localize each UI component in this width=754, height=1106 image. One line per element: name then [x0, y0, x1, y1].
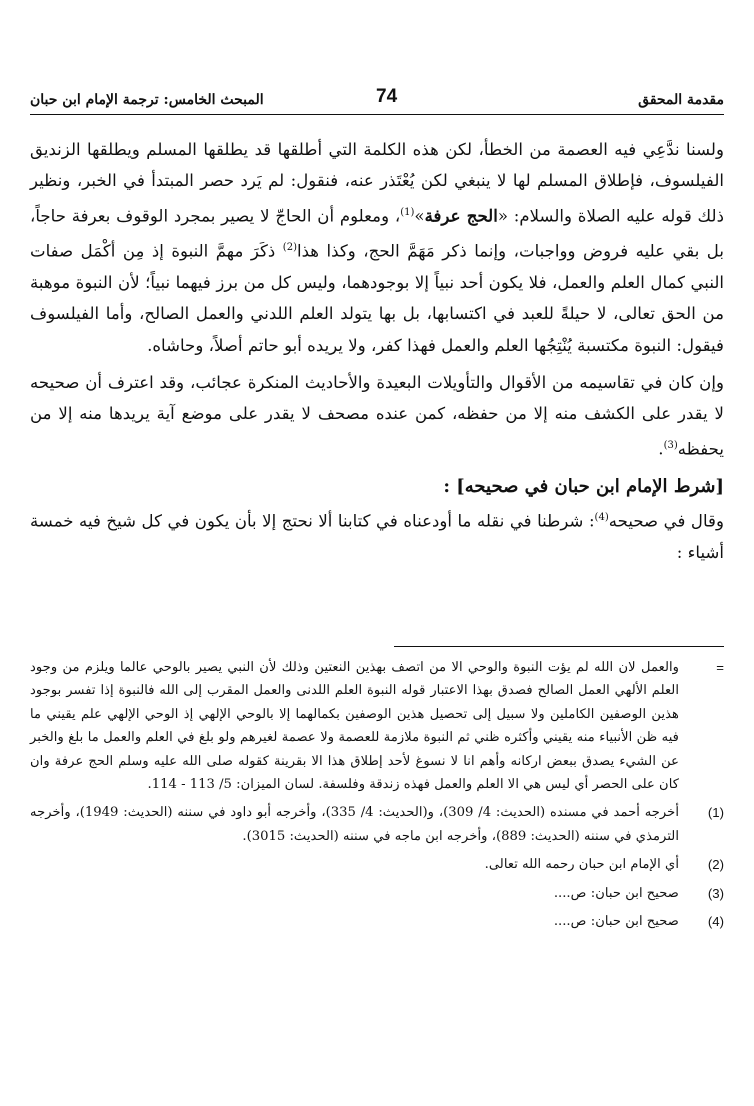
footnote-2 — [30, 853, 724, 876]
footnote-text: صحيح ابن حبان: ص.... — [553, 914, 679, 930]
paragraph-3-text: وقال في صحيحه — [608, 511, 724, 531]
footnote-text: أي الإمام ابن حبان رحمه الله تعالى. — [484, 857, 679, 873]
page-number: 74 — [376, 86, 398, 107]
footnote-ref-4[interactable]: (4) — [594, 512, 609, 524]
paragraph-1-text: ولسنا ندَّعِي فيه العصمة من الخطأ، لكن هذه الكلمة التي أطلقها قد يطلقها المسلم ويطلقها الزنديق الفيلسوف، فإطلاق المسلم لها لا ينبغي لكن يُعْتَذر عنه، فنقول: لم يَرد حصر المبتدأ في الخبر، ونظير ذلك قوله عليه الصلاة والسلام: « — [30, 140, 724, 226]
paragraph-1-text-cont: ، ومعلوم أن الحاجّ لا يصير بمجرد الوقوف بعرفة حاجاً، بل بقي عليه فروض وواجبات، وإنما ذكر مَهَمَّ الحج، وكذا هذا — [30, 206, 724, 261]
footnote-ref-2[interactable]: (2) — [282, 241, 297, 253]
paragraph-3 — [30, 502, 724, 568]
footnote-marker: = — [716, 660, 724, 675]
paragraph-1 — [30, 134, 724, 361]
footnotes — [30, 656, 724, 933]
header-left-title: المبحث الخامس: ترجمة الإمام ابن حبان — [30, 92, 264, 108]
footnote-marker: (2) — [707, 857, 724, 873]
footnote-divider — [394, 646, 724, 647]
quote-close: » — [414, 206, 425, 226]
footnote-4 — [30, 910, 724, 933]
paragraph-2 — [30, 367, 724, 465]
footnote-1 — [30, 801, 724, 848]
running-header — [30, 88, 724, 115]
hadith-quote: الحج عرفة — [424, 205, 498, 226]
footnote-3 — [30, 882, 724, 905]
header-right-title: مقدمة المحقق — [638, 92, 724, 108]
footnote-text: أخرجه أحمد في مسنده (الحديث: 4/ 309)، و(الحديث: 4/ 335)، وأخرجه أبو داود في سننه (الحديث: 1949)، وأخرجه الترمذي في سننه (الحديث: 889)، وأخرجه ابن ماجه في سننه (الحديث: 3015). — [30, 805, 680, 844]
paragraph-2-end: . — [658, 439, 664, 459]
main-text — [30, 134, 724, 568]
paragraph-1-text-end: ذكَرَ مهمَّ النبوة إذ مِن أكْمَل صفات النبي كمال العلم والعمل، فلا يكون أحد نبياً إلا بوجودهما، وليس كل من برز فيهما نبياً؛ لأن النبوة موهبة من الحق تعالى، لا حيلةً للعبد في اكتسابها، بل بها يتولد العلم اللدني والعمل الصالح، وأما الفيلسوف فيقول: النبوة مكتسبة يُنْتِجُها العلم والعمل فهذا كفر، ولا يريده أبو حاتم أصلاً، وحاشاه. — [30, 241, 724, 355]
footnote-ref-3[interactable]: (3) — [663, 439, 678, 451]
footnote-text: صحيح ابن حبان: ص.... — [553, 885, 679, 901]
paragraph-2-text: وإن كان في تقاسيمه من الأقوال والتأويلات البعيدة والأحاديث المنكرة عجائب، وقد اعترف أن صحيحه لا يقدر على الكشف منه إلا من حفظه، كمن عنده مصحف لا يقدر على موضع آية يريدها منه إلا من يحفظه — [30, 372, 725, 459]
footnote-marker: (1) — [707, 805, 724, 821]
footnote-marker: (3) — [707, 885, 724, 901]
footnote-ref-1[interactable]: (1) — [400, 206, 415, 218]
paragraph-3-text-end: : شرطنا في نقله ما أودعناه في كتابنا ألا نحتج إلا بأن يكون في كل شيخ فيه خمسة أشياء : — [30, 511, 724, 562]
footnote-text: والعمل لان الله لم يؤت النبوة والوحي الا من اتصف بهذين النعتين وذلك لأن النبي يصير بالوحي عالما ويلزم من وجود العلم الألهي العمل الصالح فصدق بهذا الاعتبار قوله النبوة العلم اللدنى والعمل المقرب إلى الله فالنبوة إذا تفسر بوجود هذين الوصفين الكاملين ولا سبيل إلى تحصيل هذين الوصفين بكمالهما إلا بالوحي الإلهي إذ الوحي الإلهي علم يقيني ما فيه ظن الأنبياء منه يقيني وأكثره ظني ثم النبوة ملازمة للعصمة ولا عصمة لغيرهم ولو بلغ في العلم والعمل ما بلغ والخبر عن الشيء يصدق ببعض اركانه وأهم انا لا نسوغ لأحد إطلاق هذا الا بقرينة كقوله صلى الله عليه وسلم الحج عرفة وان كان على الحصر أي ليس هي الا العلم والعمل فهذه زندقة وفلسفة. لسان الميزان: 5/ 113 - 114. — [30, 660, 679, 793]
footnote-continued — [30, 656, 724, 796]
footnote-marker: (4) — [707, 914, 724, 930]
section-heading: [شرط الإمام ابن حبان في صحيحه] : — [443, 475, 724, 497]
